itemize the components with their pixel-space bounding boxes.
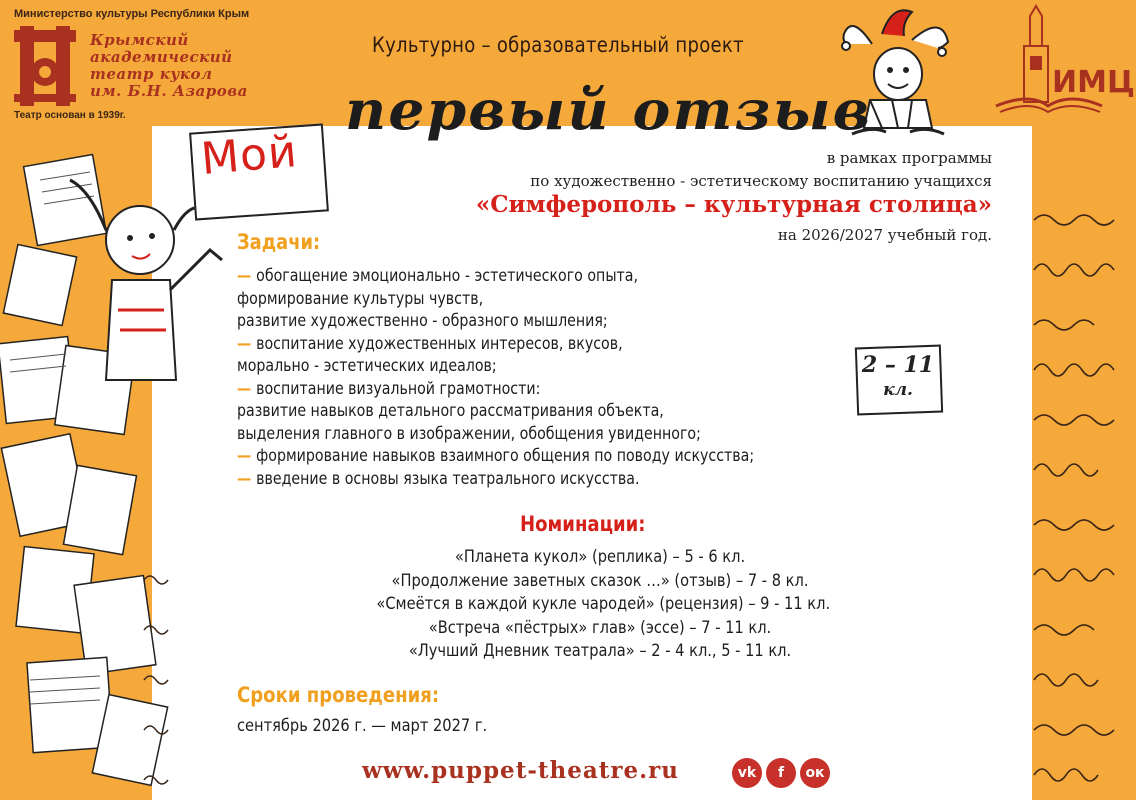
theatre-name-line: академический bbox=[90, 48, 233, 66]
task-text: морально - эстетических идеалов; bbox=[237, 356, 497, 375]
nomination-item: «Смеётся в каждой кукле чародей» (рецензия) – 9 - 11 кл. bbox=[376, 594, 831, 614]
imc-label: ИМЦ bbox=[1052, 65, 1135, 100]
task-line bbox=[237, 310, 787, 333]
program-name: «Симферополь – культурная столица» bbox=[475, 191, 992, 218]
page-title: первый отзыв bbox=[345, 78, 872, 142]
nomination-item: «Планета кукол» (реплика) – 5 - 6 кл. bbox=[454, 547, 746, 567]
task-text: воспитание художественных интересов, вкусов, bbox=[256, 333, 623, 353]
task-dash: — bbox=[237, 468, 257, 488]
nomination-item: «Лучший Дневник театрала» – 2 - 4 кл., 5 - 11 кл. bbox=[408, 641, 792, 661]
program-year: на 2026/2027 учебный год. bbox=[777, 226, 992, 244]
ministry-label: Министерство культуры Республики Крым bbox=[14, 8, 250, 20]
imc-logo-icon bbox=[990, 6, 1135, 116]
task-dash: — bbox=[237, 333, 257, 353]
title-moi: Мой bbox=[198, 125, 300, 186]
task-text: воспитание визуальной грамотности: bbox=[256, 378, 541, 398]
task-dash: — bbox=[237, 378, 257, 398]
task-text: формирование культуры чувств, bbox=[237, 288, 484, 308]
theatre-name bbox=[90, 32, 265, 100]
odnoklassniki-icon[interactable]: ок bbox=[800, 758, 830, 788]
task-line bbox=[237, 400, 787, 423]
task-text: формирование навыков взаимного общения по поводу искусства; bbox=[256, 446, 755, 465]
nominations-list bbox=[340, 546, 860, 664]
grades-unit: кл. bbox=[883, 380, 913, 400]
task-text: развитие навыков детального рассматривания объекта, bbox=[237, 401, 664, 420]
task-line bbox=[237, 468, 787, 491]
dates-heading: Сроки проведения: bbox=[237, 683, 440, 707]
task-dash: — bbox=[237, 446, 257, 465]
tasks-heading: Задачи: bbox=[237, 230, 321, 254]
girl-with-letters-illustration-icon bbox=[0, 140, 230, 800]
website-link[interactable]: www.puppet-theatre.ru bbox=[362, 757, 679, 784]
task-line bbox=[237, 378, 787, 401]
task-text: введение в основы языка театрального искусства. bbox=[256, 468, 640, 488]
task-text: обогащение эмоционально - эстетического опыта, bbox=[256, 266, 639, 285]
founded-label: Театр основан в 1939г. bbox=[14, 110, 126, 121]
theatre-name-line: Крымский bbox=[90, 31, 189, 49]
theatre-name-line: театр кукол bbox=[90, 65, 213, 83]
tasks-list bbox=[237, 265, 787, 490]
dates-value: сентябрь 2026 г. — март 2027 г. bbox=[237, 716, 488, 736]
task-line bbox=[237, 445, 787, 468]
task-line bbox=[237, 355, 787, 378]
task-text: развитие художественно - образного мышления; bbox=[237, 311, 608, 330]
task-dash: — bbox=[237, 266, 257, 285]
project-label: Культурно – образовательный проект bbox=[372, 33, 744, 57]
task-line bbox=[237, 265, 787, 288]
handwriting-decoration-icon bbox=[1020, 130, 1136, 800]
nomination-item: «Встреча «пёстрых» глав» (эссе) – 7 - 11 кл. bbox=[428, 617, 772, 638]
grades-range: 2 – 11 bbox=[861, 352, 935, 378]
program-line: по художественно - эстетическому воспитанию учащихся bbox=[530, 172, 992, 190]
task-line bbox=[237, 423, 787, 446]
task-line bbox=[237, 288, 787, 311]
theatre-logo-icon bbox=[14, 26, 76, 106]
program-line: в рамках программы bbox=[826, 149, 992, 167]
handwriting-decoration-left-icon bbox=[140, 560, 176, 800]
nomination-item: «Продолжение заветных сказок …» (отзыв) – 7 - 8 кл. bbox=[391, 570, 809, 591]
nominations-heading: Номинации: bbox=[520, 512, 646, 536]
task-text: выделения главного в изображении, обобщения увиденного; bbox=[237, 423, 701, 443]
task-line bbox=[237, 333, 787, 356]
theatre-name-line: им. Б.Н. Азарова bbox=[90, 82, 248, 100]
facebook-icon[interactable]: f bbox=[766, 758, 796, 788]
vk-icon[interactable]: vk bbox=[732, 758, 762, 788]
